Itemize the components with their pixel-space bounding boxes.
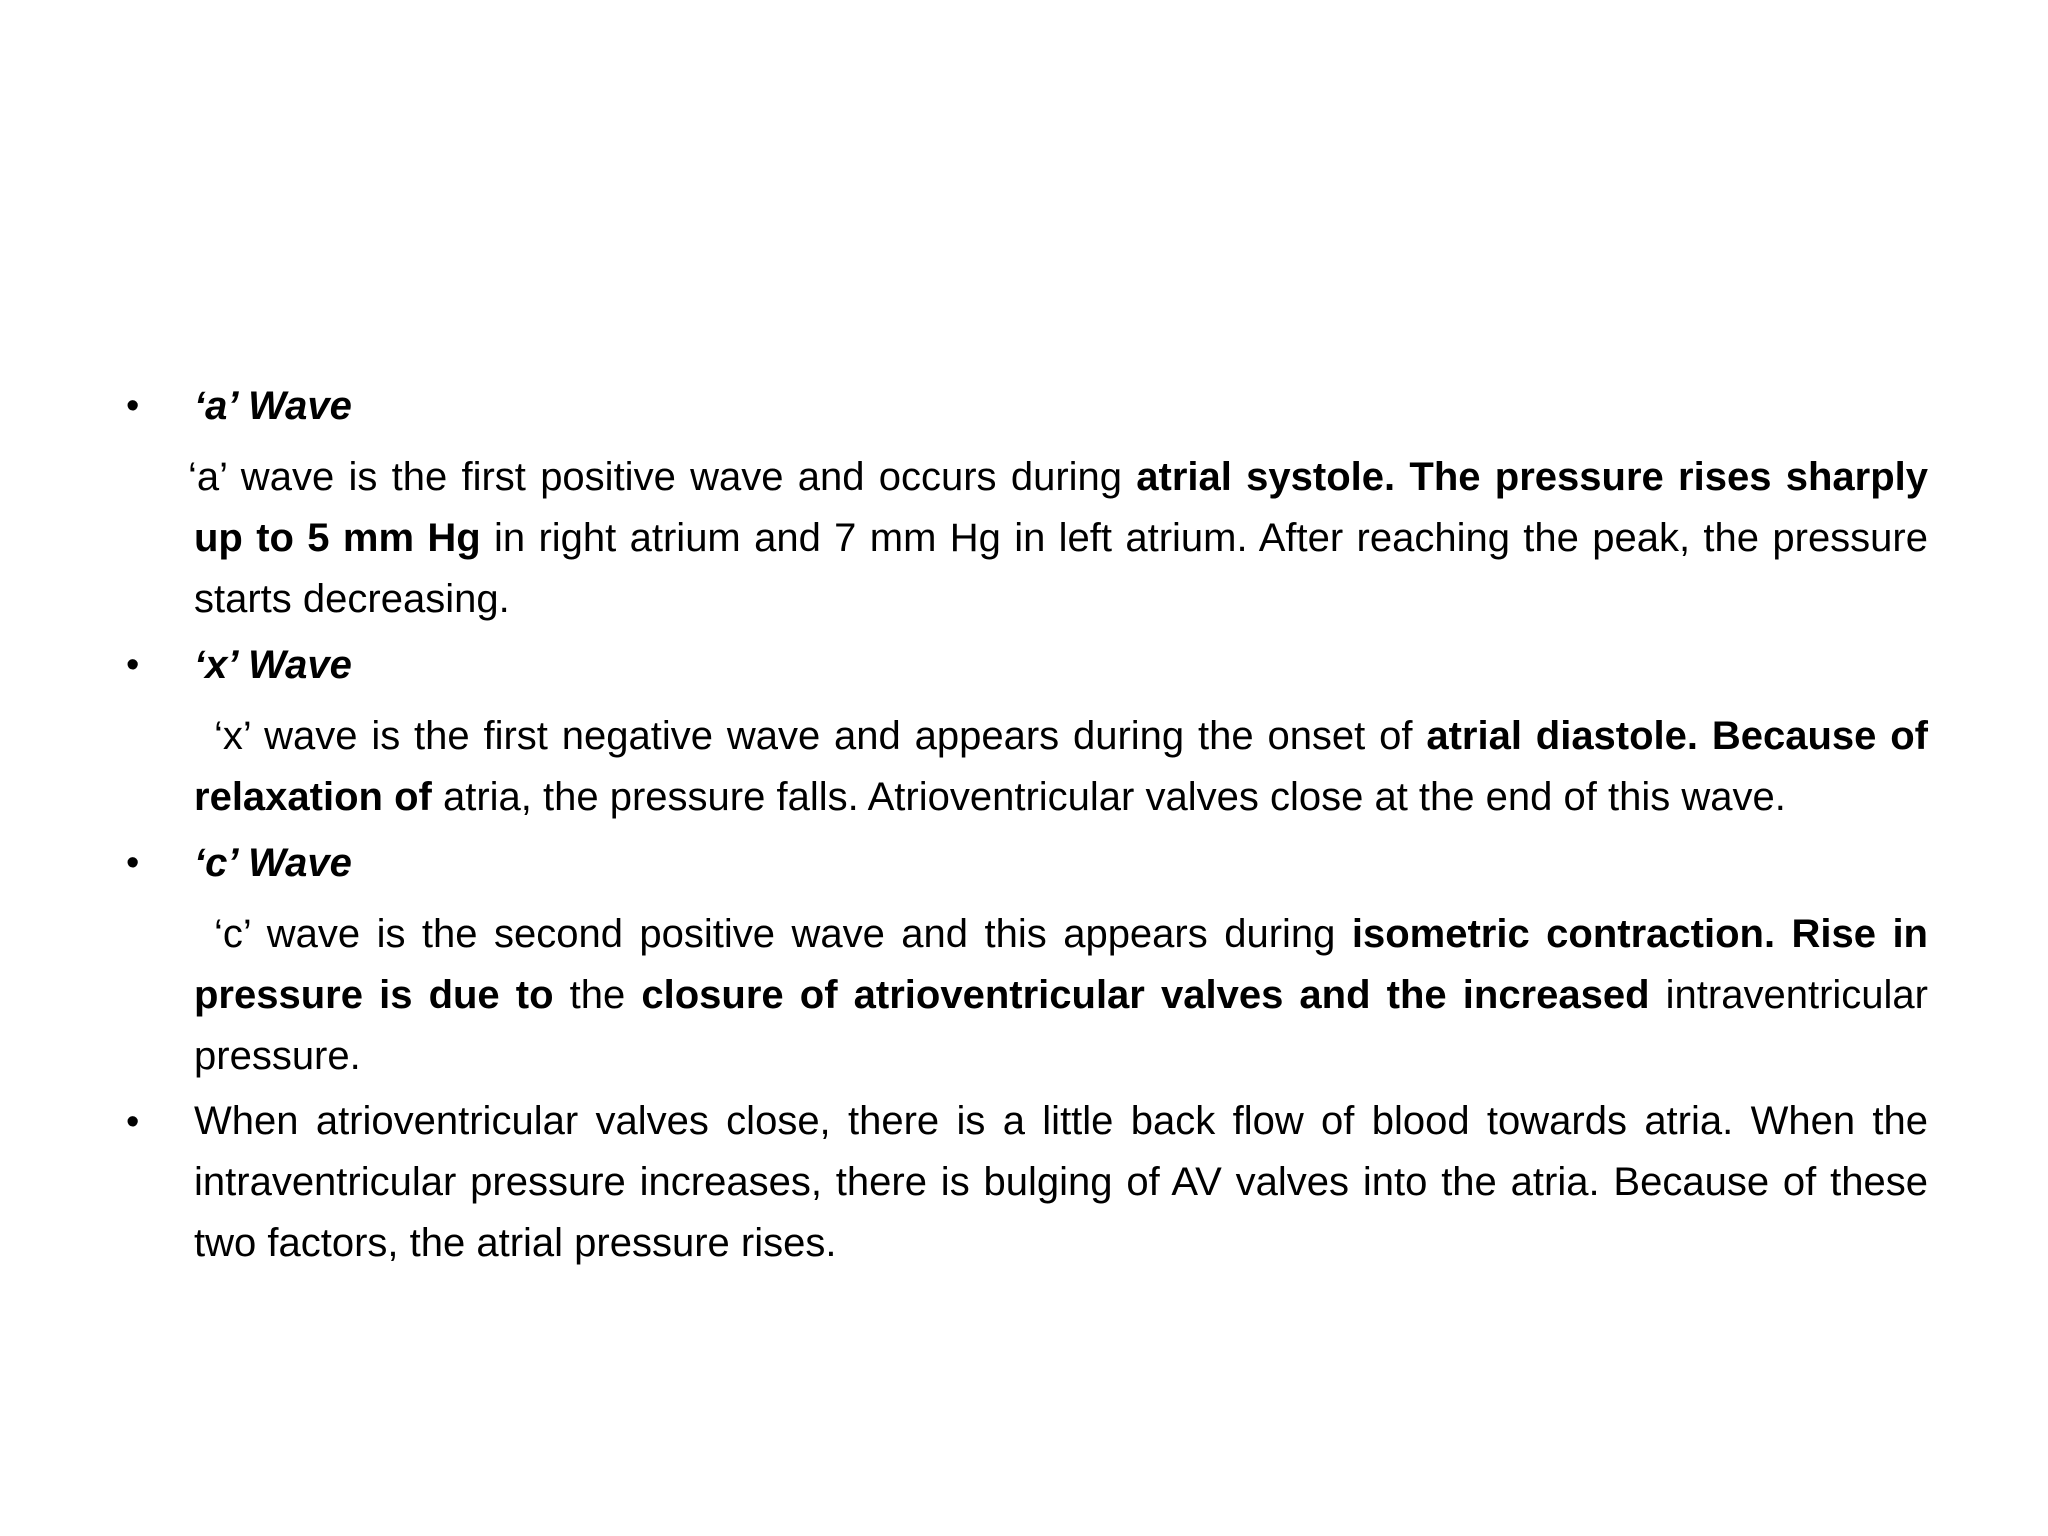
text-run: in right atrium and 7 mm Hg in left atrium. After reaching the peak, the pressure starts decreasing. [194,516,1928,621]
paragraph-c-wave [118,904,1928,1087]
item-heading: ‘x’ Wave [194,643,352,687]
bullet-item-x-wave [118,634,1928,696]
paragraph-text [188,447,1928,630]
bullet-item-c-wave [118,832,1928,894]
text-run: intraventricular pressure. [194,973,1928,1078]
text-run: ‘x’ wave is the first negative wave and appears during the onset of [214,714,1427,758]
slide-body [118,375,1928,1274]
bold-run: closure of atrioventricular valves and the increased [641,973,1650,1017]
text-run: ‘c’ wave is the second positive wave and this appears during [214,912,1352,956]
paragraph-text [194,904,1928,1087]
bullet-icon: • [126,842,140,884]
bold-run: atrial systole. The pressure rises sharply up to 5 mm Hg [194,455,1928,560]
item-heading: ‘c’ Wave [194,841,352,885]
item-heading: ‘a’ Wave [194,384,352,428]
text-run: the [553,973,642,1017]
paragraph-x-wave [118,706,1928,828]
bullet-item-a-wave [118,375,1928,437]
bullet-icon: • [126,385,140,427]
bold-run: isometric contraction. Rise in pressure is due to [194,912,1928,1017]
text-run: ‘a’ wave is the first positive wave and occurs during [188,455,1137,499]
paragraph-a-wave [118,447,1928,630]
text-run: atria, the pressure falls. Atrioventricular valves close at the end of this wave. [431,775,1786,819]
bullet-item-back-flow [118,1091,1928,1274]
bullet-icon: • [126,644,140,686]
paragraph-text [194,706,1928,828]
bold-run: atrial diastole. Because of relaxation of [194,714,1928,819]
bullet-icon: • [126,1101,140,1143]
bullet-text: When atrioventricular valves close, there is a little back flow of blood towards atria. When the intraventricular pressure increases, there is bulging of AV valves into the atria. Because of these two factors, the atrial pressure rises. [194,1099,1928,1265]
